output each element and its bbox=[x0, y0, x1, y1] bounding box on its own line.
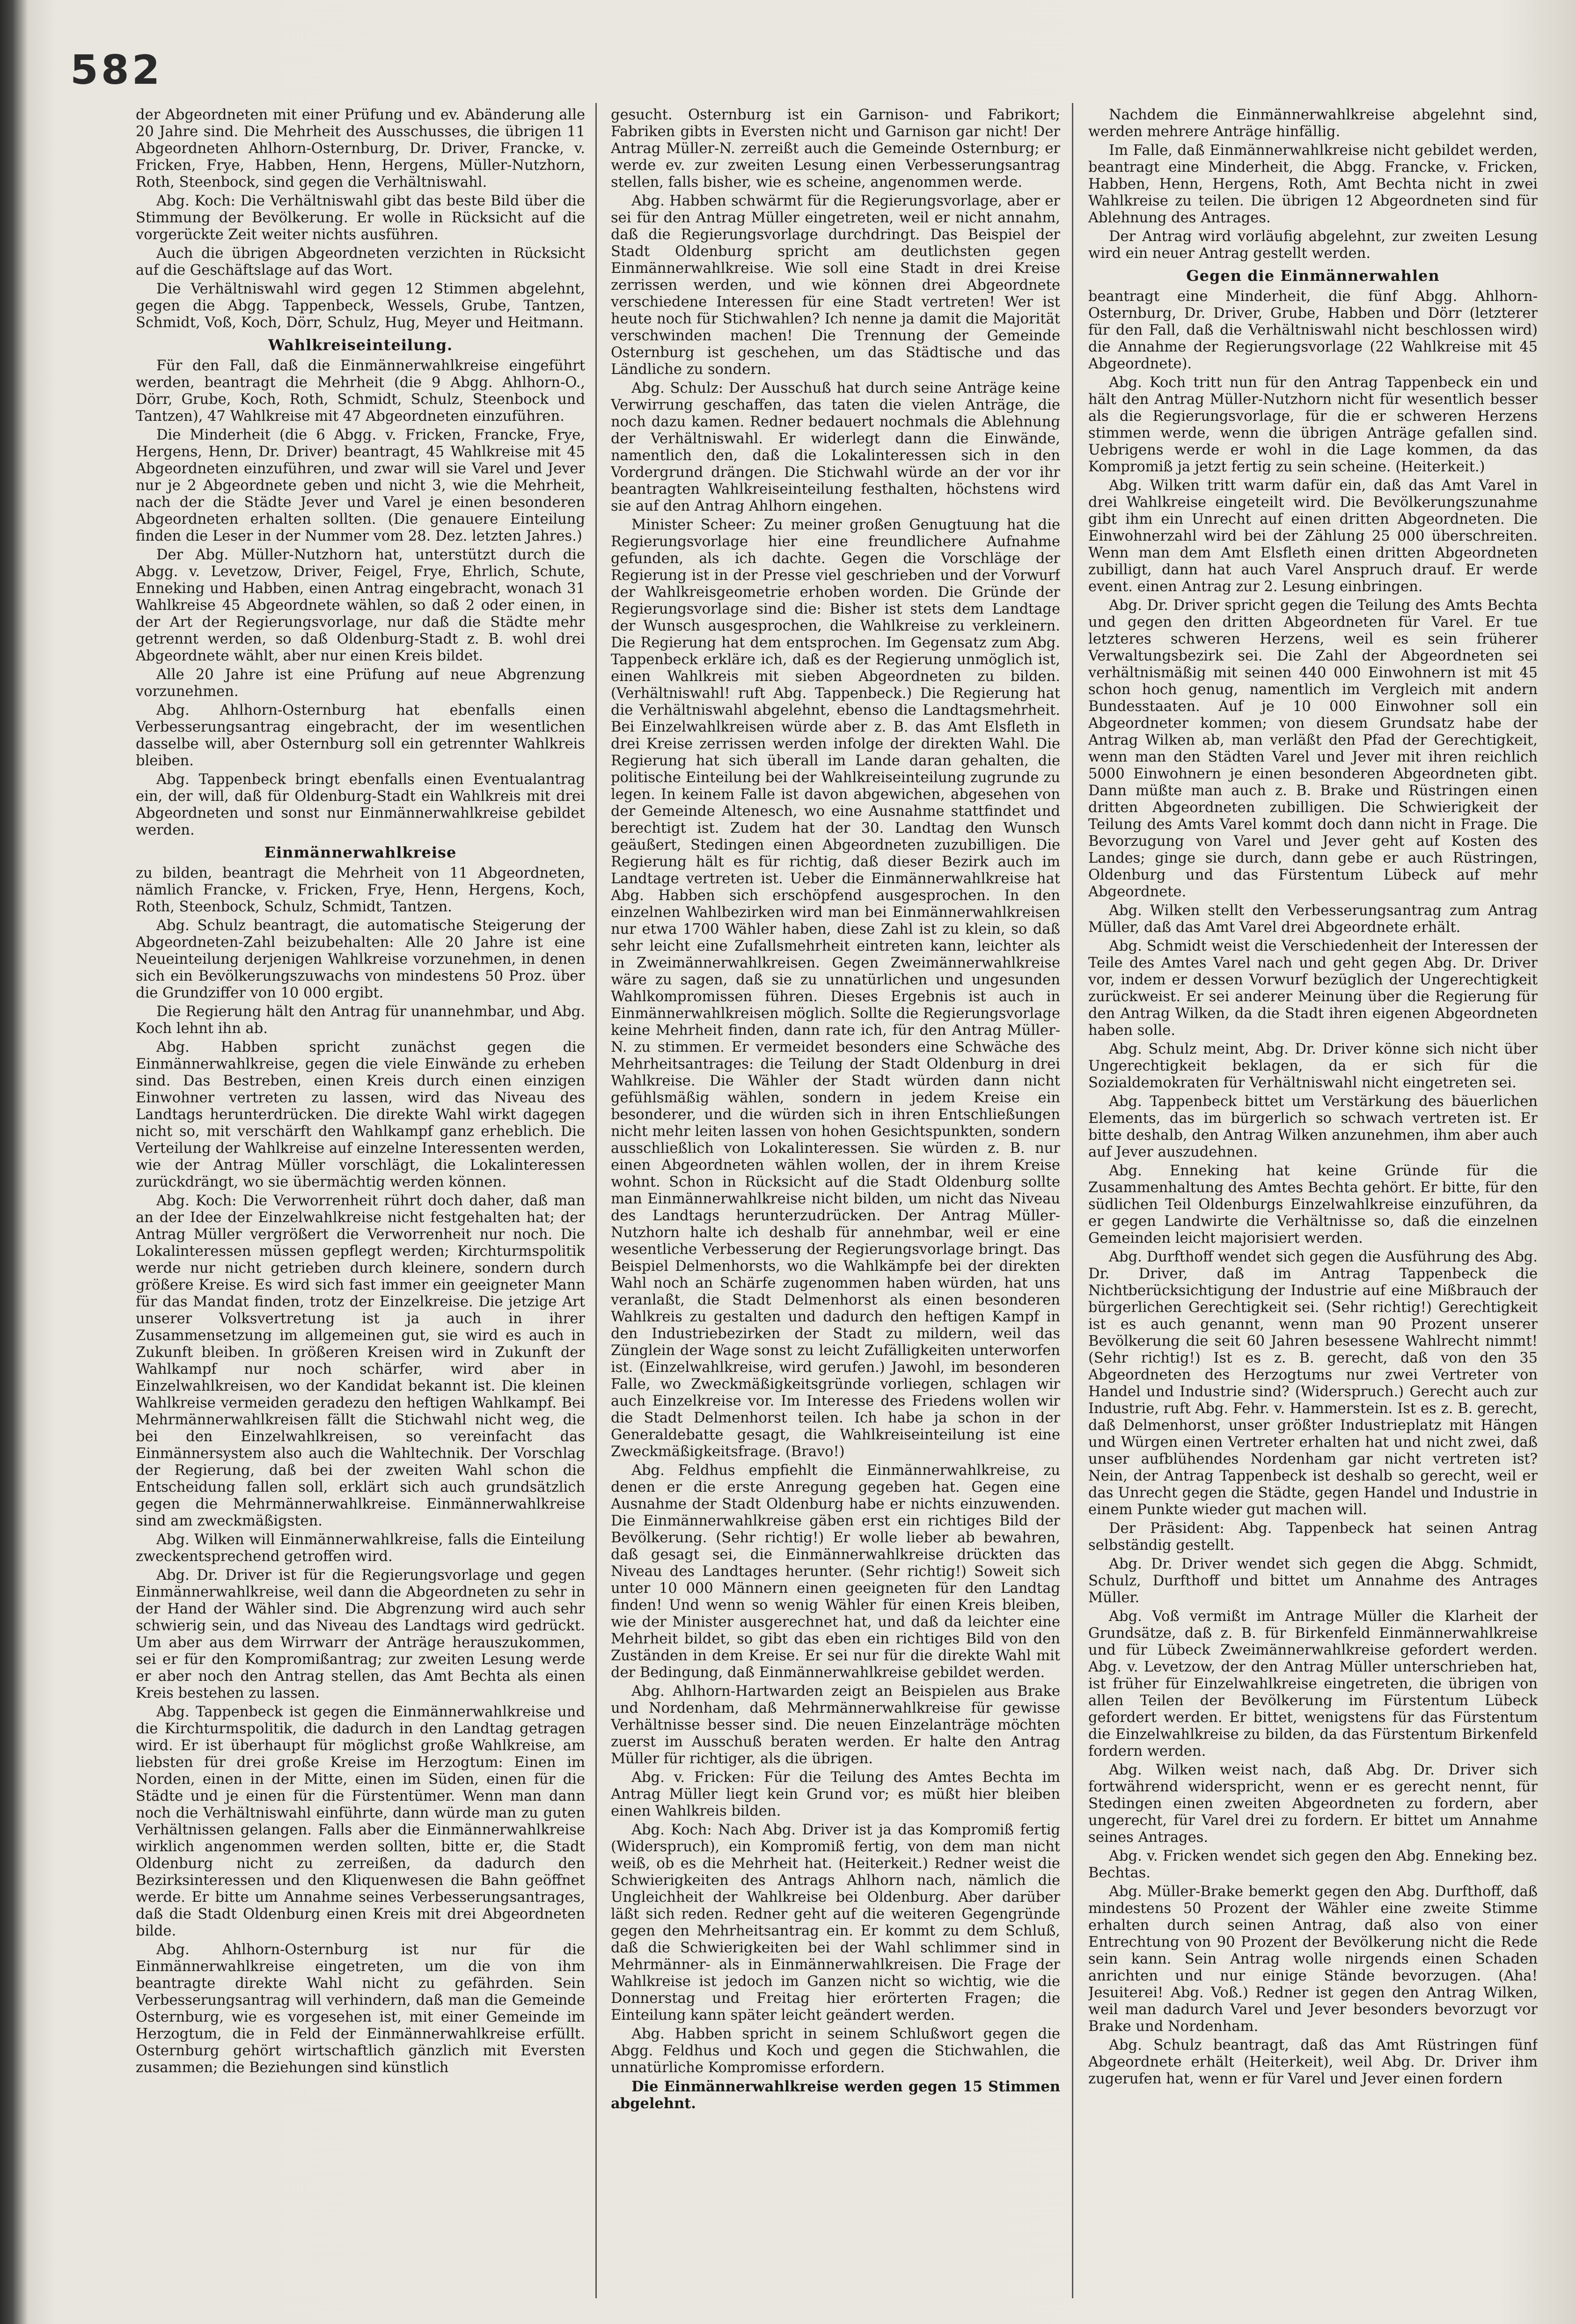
paragraph: Abg. Habben spricht zunächst gegen die Einmännerwahlkreise, gegen die viele Einwände zu erheben sind. Das Bestreben, einen Kreis durch einen einzigen Einwohner vertreten zu lassen, wird das Niveau des Landtags herunterdrücken. Die direkte Wahl wirkt dagegen nicht so, mit verschärft den Wahlkampf ganz erheblich. Die Verteilung der Wahlkreise auf einzelne Interessenten werden, wie der Antrag Müller vorschlägt, die Lokalinteressen zurückdrängt, wo sie übermächtig werden können. bbox=[136, 1039, 585, 1190]
column-divider bbox=[1072, 103, 1073, 2298]
paragraph: Abg. Habben schwärmt für die Regierungsvorlage, aber er sei für den Antrag Müller eingetreten, weil er nicht annahm, daß die Regierungsvorlage durchdringt. Das Beispiel der Stadt Oldenburg spricht am deutlichsten gegen Einmännerwahlkreise. Wie soll eine Stadt in drei Kreise zerrissen werden, und wie können drei Abgeordnete verschiedene Interessen für eine Stadt vertreten! Wer ist heute noch für Stichwahlen? Ich nenne ja damit die Majorität verschwinden machen! Die Trennung der Gemeinde Osternburg ist geschehen, um das Städtische und das Ländliche zu sondern. bbox=[611, 193, 1060, 378]
section-heading: Gegen die Einmännerwahlen bbox=[1186, 267, 1440, 285]
page-number: 582 bbox=[70, 47, 163, 94]
section-heading: Einmännerwahlkreise bbox=[264, 843, 457, 861]
paragraph: Abg. Tappenbeck bittet um Verstärkung des bäuerlichen Elements, das im bürgerlich so schwach vertreten ist. Er bitte deshalb, den Antrag Wilken anzunehmen, ihm aber auch auf Jever auszudehnen. bbox=[1088, 1093, 1538, 1160]
paragraph: Abg. Koch: Nach Abg. Driver ist ja das Kompromiß fertig (Widerspruch), ein Kompromiß fertig, von dem man nicht weiß, ob es die Mehrheit hat. (Heiterkeit.) Redner weist die Schwierigkeiten des Antrags Ahlhorn nach, nämlich die Ungleichheit der Wahlkreise bei Oldenburg. Aber darüber läßt sich reden. Redner geht auf die weiteren Gegengründe gegen den Mehrheitsantrag ein. Er kommt zu dem Schluß, daß die Schwierigkeiten bei der Wahl schlimmer sind in Mehrmänner- als in Einmännerwahlkreisen. Die Frage der Wahlkreise ist jedoch im Ganzen nicht so wichtig, wie die Donnerstag und Freitag hier erörterten Fragen; die Einteilung kann später leicht geändert werden. bbox=[611, 1822, 1060, 2023]
text-column-3 bbox=[1088, 107, 1538, 2297]
paragraph: Alle 20 Jahre ist eine Prüfung auf neue Abgrenzung vorzunehmen. bbox=[136, 667, 585, 700]
paragraph: Die Einmännerwahlkreise werden gegen 15 Stimmen abgelehnt. bbox=[611, 2078, 1060, 2112]
paragraph: Abg. Müller-Brake bemerkt gegen den Abg. Durfthoff, daß mindestens 50 Prozent der Wähler eine zweite Stimme erhalten durch seinen Antrag, daß also von einer Entrechtung von 90 Prozent der Bevölkerung nicht die Rede sein kann. Sein Antrag wolle nirgends einen Schaden anrichten und nur einige Stände bevorzugen. (Aha! Jesuiterei! Abg. Voß.) Redner ist gegen den Antrag Wilken, weil man dadurch Varel und Jever besonders bevorzugt vor Brake und Nordenham. bbox=[1088, 1884, 1538, 2035]
paragraph: Abg. Schulz beantragt, daß das Amt Rüstringen fünf Abgeordnete erhält (Heiterkeit), weil Abg. Dr. Driver ihm zugerufen hat, wenn er für Varel und Jever einen fordern bbox=[1088, 2037, 1538, 2087]
text-column-1 bbox=[136, 107, 585, 2297]
paragraph: Abg. Voß vermißt im Antrage Müller die Klarheit der Grundsätze, daß z. B. für Birkenfeld Einmännerwahlkreise und für Lübeck Zweimännerwahlkreise gefordert werden. Abg. v. Levetzow, der den Antrag Müller unterschrieben hat, ist früher für Einzelwahlkreise eingetreten, die übrigen von allen Teilen der Bevölkerung im Fürstentum Lübeck gefordert werden. Er bittet, wenigstens für das Fürstentum die Einzelwahlkreise zu bilden, da das Fürstentum Birkenfeld fordern werden. bbox=[1088, 1608, 1538, 1759]
paragraph: Abg. Tappenbeck bringt ebenfalls einen Eventualantrag ein, der will, daß für Oldenburg-Stadt ein Wahlkreis mit drei Abgeordneten und sonst nur Einmännerwahlkreise gebildet werden. bbox=[136, 771, 585, 838]
paragraph: Abg. Wilken will Einmännerwahlkreise, falls die Einteilung zweckentsprechend getroffen wird. bbox=[136, 1532, 585, 1565]
paragraph: Abg. Wilken weist nach, daß Abg. Dr. Driver sich fortwährend widerspricht, wenn er es gerecht nennt, für Stedingen einen zweiten Abgeordneten zu fordern, aber ungerecht, für Varel drei zu fordern. Er bittet um Annahme seines Antrages. bbox=[1088, 1762, 1538, 1846]
paragraph: Im Falle, daß Einmännerwahlkreise nicht gebildet werden, beantragt eine Minderheit, die Abgg. Francke, v. Fricken, Habben, Henn, Hergens, Roth, Amt Bechta nicht in zwei Wahlkreise zu teilen. Die übrigen 12 Abgeordneten sind für Ablehnung des Antrages. bbox=[1088, 142, 1538, 226]
paragraph: Die Verhältniswahl wird gegen 12 Stimmen abgelehnt, gegen die Abgg. Tappenbeck, Wessels, Grube, Tantzen, Schmidt, Voß, Koch, Dörr, Schulz, Hug, Meyer und Heitmann. bbox=[136, 281, 585, 331]
paragraph: gesucht. Osternburg ist ein Garnison- und Fabrikort; Fabriken gibts in Eversten nicht und Garnison gar nicht! Der Antrag Müller-N. zerreißt auch die Gemeinde Osternburg; er werde ev. zur zweiten Lesung einen Verbesserungsantrag stellen, falls bisher, wie es scheine, angenommen werde. bbox=[611, 107, 1060, 191]
paragraph: der Abgeordneten mit einer Prüfung und ev. Abänderung alle 20 Jahre sind. Die Mehrheit des Ausschusses, die übrigen 11 Abgeordneten Ahlhorn-Osternburg, Dr. Driver, Francke, v. Fricken, Frye, Habben, Henn, Hergens, Müller-Nutzhorn, Roth, Steenbock, sind gegen die Verhältniswahl. bbox=[136, 107, 585, 191]
paragraph: Abg. Dr. Driver wendet sich gegen die Abgg. Schmidt, Schulz, Durfthoff und bittet um Annahme des Antrages Müller. bbox=[1088, 1556, 1538, 1606]
paragraph: Nachdem die Einmännerwahlkreise abgelehnt sind, werden mehrere Anträge hinfällig. bbox=[1088, 107, 1538, 140]
paragraph: Abg. Habben spricht in seinem Schlußwort gegen die Abgg. Feldhus und Koch und gegen die Stichwahlen, die unnatürliche Kompromisse erfordern. bbox=[611, 2026, 1060, 2076]
paragraph: Abg. Wilken stellt den Verbesserungsantrag zum Antrag Müller, daß das Amt Varel drei Abgeordnete erhält. bbox=[1088, 902, 1538, 936]
paragraph: Abg. Ahlhorn-Osternburg hat ebenfalls einen Verbesserungsantrag eingebracht, der im wesentlichen dasselbe will, aber Osternburg soll ein getrennter Wahlkreis bleiben. bbox=[136, 702, 585, 769]
paragraph: Abg. Koch: Die Verhältniswahl gibt das beste Bild über die Stimmung der Bevölkerung. Er wolle in Rücksicht auf die vorgerückte Zeit weiter nichts ausführen. bbox=[136, 193, 585, 243]
paragraph: Abg. Schmidt weist die Verschiedenheit der Interessen der Teile des Amtes Varel nach und geht gegen Abg. Dr. Driver vor, indem er dessen Vorwurf bezüglich der Ungerechtigkeit zurückweist. Er sei anderer Meinung über die Regierung für den Antrag Wilken, da die Stadt ihren eigenen Abgeordneten haben solle. bbox=[1088, 938, 1538, 1039]
paragraph: Abg. v. Fricken: Für die Teilung des Amtes Bechta im Antrag Müller liegt kein Grund vor; es müßt hier bleiben einen Wahlkreis bilden. bbox=[611, 1769, 1060, 1819]
paragraph: Abg. Koch: Die Verworrenheit rührt doch daher, daß man an der Idee der Einzelwahlkreise nicht festgehalten hat; der Antrag Müller vergrößert die Verworrenheit nur noch. Die Lokalinteressen müssen gepflegt werden; Kirchturmspolitik werde nur nicht getrieben durch kleinere, sondern durch größere Kreise. Es wird sich fast immer ein geeigneter Mann für das Mandat finden, trotz der Einzelkreise. Die jetzige Art unserer Volksvertretung ist ja auch in ihrer Zusammensetzung im allgemeinen gut, sie wird es auch in Zukunft bleiben. In größeren Kreisen wird in Zukunft der Wahlkampf nur noch schärfer, wird aber in Einzelwahlkreisen, wo der Kandidat bekannt ist. Die kleinen Wahlkreise vermeiden geradezu den heftigen Wahlkampf. Bei Mehrmännerwahlkreisen fällt die Stichwahl nicht weg, die bei den Einzelwahlkreisen, so vereinfacht das Einmännersystem also auch die Wahltechnik. Der Vorschlag der Regierung, daß bei der zweiten Wahl schon die Entscheidung fallen soll, erklärt sich auch grundsätzlich gegen die Mehrmännerwahlkreise. Einmännerwahlkreise sind am zweckmäßigsten. bbox=[136, 1193, 585, 1529]
paragraph: Der Abg. Müller-Nutzhorn hat, unterstützt durch die Abgg. v. Levetzow, Driver, Feigel, Frye, Ehrlich, Schute, Enneking und Habben, einen Antrag eingebracht, wonach 31 Wahlkreise 45 Abgeordnete wählen, so daß 2 oder einen, in der Art der Regierungsvorlage, nur daß die Städte mehr getrennt werden, so daß Oldenburg-Stadt z. B. wohl drei Abgeordnete wählt, aber nur einen Kreis bildet. bbox=[136, 547, 585, 664]
paragraph: Die Minderheit (die 6 Abgg. v. Fricken, Francke, Frye, Hergens, Henn, Dr. Driver) beantragt, 45 Wahlkreise mit 45 Abgeordneten einzuführen, und zwar will sie Varel und Jever nur je 2 Abgeordnete geben und nicht 3, wie die Mehrheit, nach der die Städte Jever und Varel je einen besonderen Abgeordneten erhalten sollten. (Die genauere Einteilung finden die Leser in der Nummer vom 28. Dez. letzten Jahres.) bbox=[136, 427, 585, 544]
paragraph: Abg. v. Fricken wendet sich gegen den Abg. Enneking bez. Bechtas. bbox=[1088, 1848, 1538, 1881]
paragraph: Abg. Schulz beantragt, die automatische Steigerung der Abgeordneten-Zahl beizubehalten: Alle 20 Jahre ist eine Neueinteilung derjenigen Wahlkreise vorzunehmen, in denen sich ein Bevölkerungszuwachs von mindestens 50 Proz. über die Grundziffer von 10 000 ergibt. bbox=[136, 917, 585, 1001]
paragraph: Abg. Ahlhorn-Osternburg ist nur für die Einmännerwahlkreise eingetreten, um die von ihm beantragte direkte Wahl nicht zu gefährden. Sein Verbesserungsantrag will verhindern, daß man die Gemeinde Osternburg, wie es vorgesehen ist, mit einer Gemeinde im Herzogtum, die in Feld der Einmännerwahlkreise erfüllt. Osternburg gehört wirtschaftlich gänzlich mit Eversten zusammen; die Beziehungen sind künstlich bbox=[136, 1942, 585, 2076]
paragraph: Abg. Feldhus empfiehlt die Einmännerwahlkreise, zu denen er die erste Anregung gegeben hat. Gegen eine Ausnahme der Stadt Oldenburg habe er nichts einzuwenden. Die Einmännerwahlkreise gäben erst ein richtiges Bild der Bevölkerung. (Sehr richtig!) Er wolle lieber ab bewahren, daß gesagt sei, die Einmännerwahlkreise drückten das Niveau des Landtages herunter. (Sehr richtig!) Soweit sich unter 10 000 Männern einen geeigneten für den Landtag finden! Und wenn so wenig Wähler für einen Kreis bleiben, wie der Minister ausgerechnet hat, und daß da leichter eine Mehrheit bildet, so gibt das eben ein richtiges Bild von den Zuständen in dem Kreise. Er sei nur für die direkte Wahl mit der Bedingung, daß Einmännerwahlkreise gebildet werden. bbox=[611, 1462, 1060, 1681]
paragraph: Abg. Schulz meint, Abg. Dr. Driver könne sich nicht über Ungerechtigkeit beklagen, da er sich für die Sozialdemokraten für Verhältniswahl nicht eingetreten sei. bbox=[1088, 1041, 1538, 1091]
paragraph: Abg. Wilken tritt warm dafür ein, daß das Amt Varel in drei Wahlkreise eingeteilt wird. Die Bevölkerungszunahme gibt ihm ein Unrecht auf einen dritten Abgeordneten. Die Einwohnerzahl wird bei der Zählung 25 000 überschreiten. Wenn man dem Amt Elsfleth einen dritten Abgeordneten zubilligt, dann hat auch Varel Anspruch drauf. Er werde event. einen Antrag zur 2. Lesung einbringen. bbox=[1088, 477, 1538, 595]
paragraph: Abg. Tappenbeck ist gegen die Einmännerwahlkreise und die Kirchturmspolitik, die dadurch in den Landtag getragen wird. Er ist überhaupt für möglichst große Wahlkreise, am liebsten für drei große Kreise im Herzogtum: Einen im Norden, einen in der Mitte, einen im Süden, einen für die Städte und je einen für die Fürstentümer. Wenn man dann noch die Verhältniswahl einführte, dann würde man zu guten Verhältnissen gelangen. Falls aber die Einmännerwahlkreise wirklich angenommen werden sollten, bitte er, die Stadt Oldenburg nicht zu zerreißen, da dadurch den Bezirksinteressen und den Kliquenwesen die Bahn geöffnet werde. Er bitte um Annahme seines Verbesserungsantrages, daß die Stadt Oldenburg einen Kreis mit drei Abgeordneten bilde. bbox=[136, 1704, 585, 1939]
paragraph: Auch die übrigen Abgeordneten verzichten in Rücksicht auf die Geschäftslage auf das Wort. bbox=[136, 245, 585, 279]
paragraph: Abg. Enneking hat keine Gründe für die Zusammenhaltung des Amtes Bechta gehört. Er bitte, für den südlichen Teil Oldenburgs Einzelwahlkreise einzuführen, da er gegen Landwirte die Verhältnisse so, daß die einzelnen Gemeinden leicht majorisiert werden. bbox=[1088, 1163, 1538, 1246]
paragraph: Minister Scheer: Zu meiner großen Genugtuung hat die Regierungsvorlage hier eine freundlichere Aufnahme gefunden, als ich dachte. Gegen die Vorschläge der Regierung ist in der Presse viel geschrieben und der Vorwurf der Wahlkreisgeometrie erhoben worden. Die Gründe der Regierungsvorlage sind die: Bisher ist stets dem Landtage der Wunsch ausgesprochen, die Wahlkreise zu verkleinern. Die Regierung hat dem entsprochen. Im Gegensatz zum Abg. Tappenbeck erkläre ich, daß es der Regierung unmöglich ist, einen Wahlkreis mit sieben Abgeordneten zu bilden. (Verhältniswahl! ruft Abg. Tappenbeck.) Die Regierung hat die Verhältniswahl abgelehnt, ebenso die Landtagsmehrheit. Bei Einzelwahlkreisen würde aber z. B. das Amt Elsfleth in drei Kreise zerrissen werden infolge der direkten Wahl. Die Regierung hat sich überall im Lande daran gehalten, die politische Einteilung bei der Wahlkreiseinteilung zugrunde zu legen. In keinem Falle ist davon abgewichen, abgesehen von der Gemeinde Altenesch, wo eine Ausnahme stattfindet und berechtigt ist. Zudem hat der 30. Landtag den Wunsch geäußert, Stedingen einen Abgeordneten zuzubilligen. Die Regierung hält es für richtig, daß dieser Bezirk auch im Landtage vertreten ist. Ueber die Einmännerwahlkreise hat Abg. Habben sich erschöpfend ausgesprochen. In den einzelnen Wahlbezirken wird man bei Einmännerwahlkreisen nur etwa 1700 Wähler haben, diese Zahl ist zu klein, so daß sehr leicht eine Zufallsmehrheit eintreten kann, leichter als in Zweimännerwahlkreisen. Gegen Zweimännerwahlkreise wäre zu sagen, daß sie zu unnatürlichen und ungesunden Wahlkompromissen führen. Dieses Ergebnis ist auch in Einmännerwahlkreisen möglich. Sollte die Regierungsvorlage keine Mehrheit finden, dann rate ich, für den Antrag Müller-N. zu stimmen. Er vermeidet besonders eine Schwäche des Mehrheitsantrages: die Teilung der Stadt Oldenburg in drei Wahlkreise. Die Wähler der Stadt würden dann nicht gefühlsmäßig wählen, sondern in jedem Kreise ein besonderer, und die würden sich in ihren Entschließungen nicht mehr leiten lassen von hohen Gesichtspunkten, sondern ausschließlich von Lokalinteressen. Sie würden z. B. nur einen Abgeordneten wählen wollen, der in ihrem Kreise wohnt. Schon in Rücksicht auf die Stadt Oldenburg sollte man Einmännerwahlkreise nicht bilden, um nicht das Niveau des Landtags herunterzudrücken. Der Antrag Müller-Nutzhorn halte ich deshalb für annehmbar, weil er eine wesentliche Verbesserung der Regierungsvorlage bringt. Das Beispiel Delmenhorsts, wo die Wahlkämpfe bei der direkten Wahl noch an Schärfe zugenommen haben würden, hat uns veranlaßt, die Stadt Delmenhorst als einen besonderen Wahlkreis zu gestalten und dadurch den heftigen Kampf in den Industriebezirken der Stadt zu mildern, weil das Zünglein der Wage sonst zu leicht Zufälligkeiten unterworfen ist. (Einzelwahlkreise, wird gerufen.) Jawohl, im besonderen Falle, wo Zweckmäßigkeitsgründe vorliegen, schlagen wir auch Einzelkreise vor. Im Interesse des Friedens wollen wir die Stadt Delmenhorst teilen. Ich habe ja schon in der Generaldebatte gesagt, die Wahlkreiseinteilung ist eine Zweckmäßigkeitsfrage. (Bravo!) bbox=[611, 517, 1060, 1460]
paragraph: Abg. Dr. Driver spricht gegen die Teilung des Amts Bechta und gegen den dritten Abgeordneten für Varel. Er tue letzteres schweren Herzens, weil es sein früherer Verwaltungsbezirk sei. Die Zahl der Abgeordneten sei verhältnismäßig mit seinen 440 000 Einwohnern ist mit 45 schon hoch genug, namentlich im Vergleich mit andern Bundesstaaten. Auf je 10 000 Einwohner soll ein Abgeordneter kommen; von diesem Grundsatz habe der Antrag Wilken ab, man verläßt den Pfad der Gerechtigkeit, wenn man den Städten Varel und Jever mit ihren reichlich 5000 Einwohnern je einen besonderen Abgeordneten gibt. Dann müßte man auch z. B. Brake und Rüstringen einen dritten Abgeordneten zubilligen. Die Schwierigkeit der Teilung des Amts Varel kommt doch dann nicht in Frage. Die Bevorzugung von Varel und Jever geht auf Kosten des Landes; ginge sie durch, dann gebe er auch Rüstringen, Oldenburg und das Fürstentum Lübeck auf mehr Abgeordnete. bbox=[1088, 597, 1538, 900]
paragraph: Für den Fall, daß die Einmännerwahlkreise eingeführt werden, beantragt die Mehrheit (die 9 Abgg. Ahlhorn-O., Dörr, Grube, Koch, Roth, Schmidt, Schulz, Steenbock und Tantzen), 47 Wahlkreise mit 47 Abgeordneten einzuführen. bbox=[136, 358, 585, 425]
paragraph: beantragt eine Minderheit, die fünf Abgg. Ahlhorn-Osternburg, Dr. Driver, Grube, Habben und Dörr (letzterer für den Fall, daß die Verhältniswahl nicht beschlossen wird) die Annahme der Regierungsvorlage (22 Wahlkreise mit 45 Abgeordnete). bbox=[1088, 288, 1538, 372]
paragraph: Der Antrag wird vorläufig abgelehnt, zur zweiten Lesung wird ein neuer Antrag gestellt werden. bbox=[1088, 228, 1538, 262]
paragraph: Abg. Ahlhorn-Hartwarden zeigt an Beispielen aus Brake und Nordenham, daß Mehrmännerwahlkreise für gewisse Verhältnisse besser sind. Die neuen Einzelanträge möchten zuerst im Ausschuß beraten werden. Er halte den Antrag Müller für richtiger, als die übrigen. bbox=[611, 1683, 1060, 1767]
paragraph: Der Präsident: Abg. Tappenbeck hat seinen Antrag selbständig gestellt. bbox=[1088, 1520, 1538, 1554]
text-column-2 bbox=[611, 107, 1060, 2297]
paragraph: Abg. Koch tritt nun für den Antrag Tappenbeck ein und hält den Antrag Müller-Nutzhorn nicht für wesentlich besser als die Regierungsvorlage, für die er schweren Herzens stimmen werde, wenn die übrigen Anträge gefallen sind. Uebrigens werde er wohl in die Lage kommen, da das Kompromiß ja jetzt fertig zu sein scheine. (Heiterkeit.) bbox=[1088, 374, 1538, 475]
paragraph: zu bilden, beantragt die Mehrheit von 11 Abgeordneten, nämlich Francke, v. Fricken, Frye, Henn, Hergens, Koch, Roth, Steenbock, Schulz, Schmidt, Tantzen. bbox=[136, 865, 585, 915]
paragraph: Abg. Schulz: Der Ausschuß hat durch seine Anträge keine Verwirrung geschaffen, das taten die vielen Anträge, die noch dazu kamen. Redner bedauert nochmals die Ablehnung der Verhältniswahl. Er widerlegt dann die Einwände, namentlich den, daß die Lokalinteressen sich in den Vordergrund drängen. Die Stichwahl würde an der vor ihr beantragten Wahlkreiseinteilung festhalten, höchstens wird sie auf den Antrag Ahlhorn eingehen. bbox=[611, 380, 1060, 514]
paragraph: Abg. Dr. Driver ist für die Regierungsvorlage und gegen Einmännerwahlkreise, weil dann die Abgeordneten zu sehr in der Hand der Wähler sind. Die Abgrenzung wird auch sehr schwierig sein, und das Niveau des Landtags wird gedrückt. Um aber aus dem Wirrwarr der Anträge herauszukommen, sei er für den Kompromißantrag; zur zweiten Lesung werde er aber noch den Antrag stellen, das Amt Bechta als einen Kreis bestehen zu lassen. bbox=[136, 1567, 585, 1701]
column-divider bbox=[595, 103, 597, 2298]
paragraph: Die Regierung hält den Antrag für unannehmbar, und Abg. Koch lehnt ihn ab. bbox=[136, 1004, 585, 1037]
paragraph: Abg. Durfthoff wendet sich gegen die Ausführung des Abg. Dr. Driver, daß im Antrag Tappenbeck die Nichtberücksichtigung der Industrie auf eine Mißbrauch der bürgerlichen Gerechtigkeit sei. (Sehr richtig!) Gerechtigkeit ist es auch genannt, wenn man 90 Prozent unserer Bevölkerung die seit 60 Jahren besessene Wahlrecht nimmt! (Sehr richtig!) Ist es z. B. gerecht, daß von den 35 Abgeordneten des Herzogtums nur zwei Vertreter von Handel und Industrie sind? (Widerspruch.) Gerecht auch zur Industrie, ruft Abg. Fehr. v. Hammerstein. Ist es z. B. gerecht, daß Delmenhorst, unser größter Industrieplatz mit Hängen und Würgen einen Vertreter erhalten hat und nicht zwei, daß unser aufblühendes Nordenham gar nicht vertreten ist? Nein, der Antrag Tappenbeck ist deshalb so gerecht, weil er das Unrecht gegen die Städte, gegen Handel und Industrie in einem Punkte wieder gut machen will. bbox=[1088, 1249, 1538, 1518]
section-heading: Wahlkreiseinteilung. bbox=[268, 336, 453, 354]
